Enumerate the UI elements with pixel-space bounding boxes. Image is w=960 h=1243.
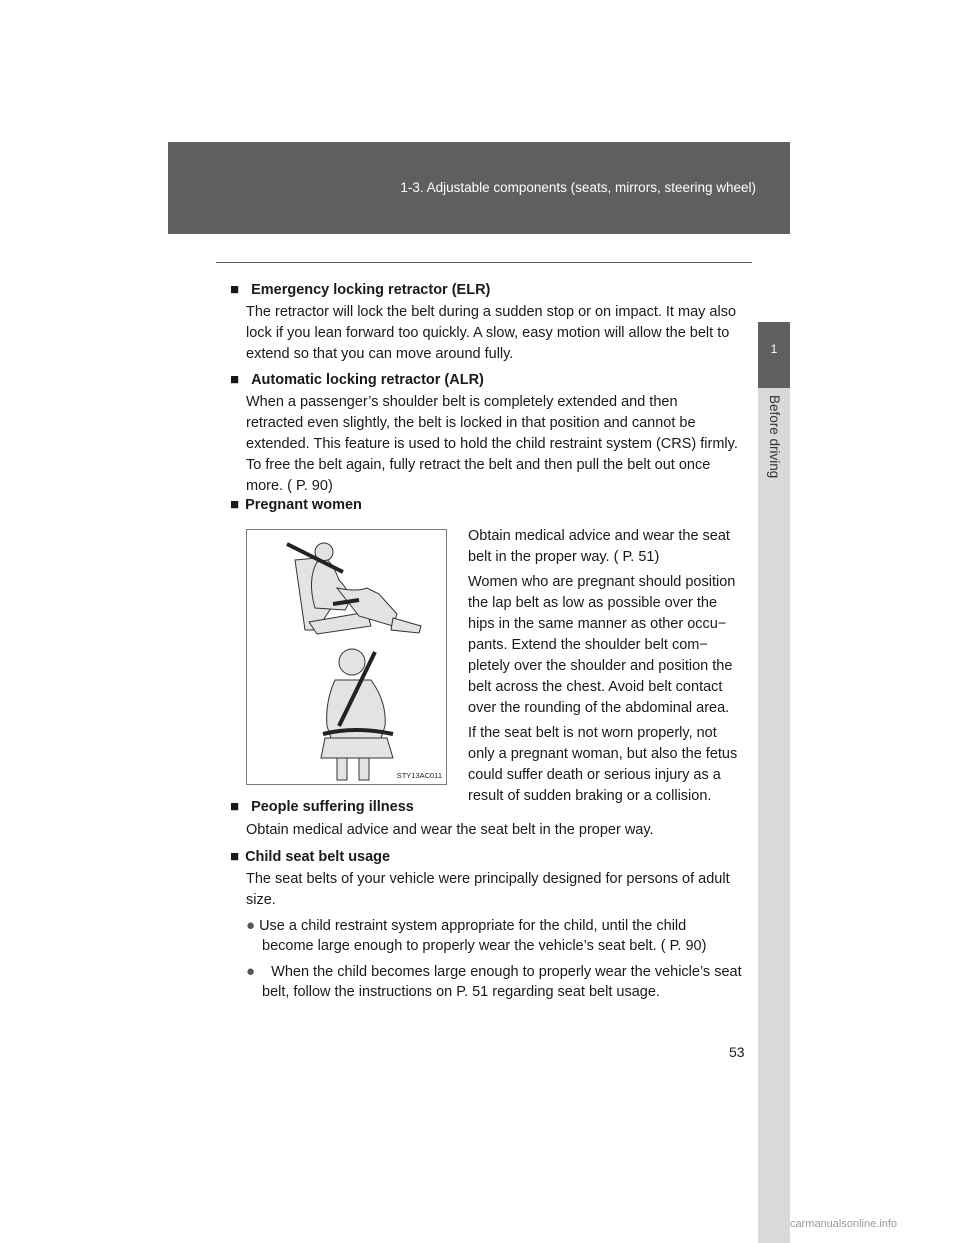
- pregnant-p2-line-5: pletely over the shoulder and position the: [468, 658, 733, 674]
- section-header-bar: [168, 142, 790, 234]
- child-intro-line-1: The seat belts of your vehicle were principally designed for persons of adult: [246, 871, 730, 887]
- square-bullet-icon: ■: [230, 848, 240, 865]
- elr-line-3: extend so that you can move around fully.: [246, 346, 514, 362]
- elr-line-2: lock if you lean forward too quickly. A slow, easy motion will allow the belt to: [246, 325, 730, 341]
- square-bullet-icon: ■: [230, 798, 240, 815]
- feet-side: [391, 618, 421, 633]
- illness-heading: ■ People suffering illness: [230, 798, 414, 815]
- square-bullet-icon: ■: [230, 371, 240, 388]
- child-bullet-2-line-1: ● When the child becomes large enough to properly wear the vehicle’s seat: [246, 963, 742, 980]
- leg-left: [337, 758, 347, 780]
- head-front: [339, 649, 365, 675]
- chapter-tab: [758, 322, 790, 388]
- alr-line-2: retracted even slightly, the belt is locked in that position and cannot be: [246, 415, 696, 431]
- circle-bullet-icon: ●: [246, 917, 256, 934]
- child-bullet-1-line-1: ● Use a child restraint system appropriate for the child, until the child: [246, 917, 687, 934]
- circle-bullet-icon: ●: [246, 963, 256, 980]
- pregnant-p2-line-1: Women who are pregnant should position: [468, 574, 736, 590]
- pregnant-p2-line-2: the lap belt as low as possible over the: [468, 595, 718, 611]
- square-bullet-icon: ■: [230, 281, 240, 298]
- pregnant-p2-line-4: pants. Extend the shoulder belt com−: [468, 637, 708, 653]
- chapter-strip: [758, 388, 790, 1243]
- alr-line-3: extended. This feature is used to hold the child restraint system (CRS) firmly.: [246, 436, 738, 452]
- alr-heading: ■ Automatic locking retractor (ALR): [230, 371, 484, 388]
- section-title: 1-3. Adjustable components (seats, mirrors, steering wheel): [400, 180, 756, 195]
- figure-code: STY13AC011: [396, 771, 442, 780]
- leg-right: [359, 758, 369, 780]
- alr-line-4: To free the belt again, fully retract the belt and then pull the belt out once: [246, 457, 711, 473]
- chapter-number: 1: [770, 342, 778, 356]
- square-bullet-icon: ■: [230, 496, 240, 513]
- alr-line-1: When a passenger’s shoulder belt is completely extended and then: [246, 394, 678, 410]
- alr-line-5: more. ( P. 90): [246, 478, 333, 494]
- elr-heading: ■ Emergency locking retractor (ELR): [230, 281, 491, 298]
- header-divider: [216, 262, 752, 263]
- pregnant-p1-line-2: belt in the proper way. ( P. 51): [468, 549, 660, 565]
- pregnant-heading: ■ Pregnant women: [230, 496, 362, 513]
- pregnant-p2-line-3: hips in the same manner as other occu−: [468, 616, 727, 632]
- pregnant-p3-line-2: only a pregnant woman, but also the fetus: [468, 746, 738, 762]
- pregnant-p3-line-3: could suffer death or serious injury as a: [468, 767, 721, 783]
- pregnant-p3-line-1: If the seat belt is not worn properly, not: [468, 725, 717, 741]
- pregnant-p2-line-7: over the rounding of the abdominal area.: [468, 700, 730, 716]
- pregnant-p1-line-1: Obtain medical advice and wear the seat: [468, 528, 730, 544]
- child-bullet-1-line-2: become large enough to properly wear the vehicle’s seat belt. ( P. 90): [262, 938, 707, 954]
- pregnant-p2-line-6: belt across the chest. Avoid belt contact: [468, 679, 723, 695]
- page-number: 53: [729, 1044, 745, 1060]
- pregnant-p3-line-4: result of sudden braking or a collision.: [468, 788, 712, 804]
- elr-line-1: The retractor will lock the belt during a sudden stop or on impact. It may also: [246, 304, 737, 320]
- pregnant-seatbelt-illustration: [246, 529, 447, 785]
- child-heading: ■ Child seat belt usage: [230, 848, 391, 865]
- illness-line: Obtain medical advice and wear the seat belt in the proper way.: [246, 822, 654, 838]
- site-watermark[interactable]: carmanualsonline.info: [790, 1218, 898, 1230]
- child-intro-line-2: size.: [246, 892, 276, 908]
- child-bullet-2-line-2: belt, follow the instructions on P. 51 regarding seat belt usage.: [262, 984, 660, 1000]
- illustration-svg: [247, 530, 446, 784]
- lap-front: [321, 738, 393, 758]
- chapter-label: Before driving: [767, 395, 782, 479]
